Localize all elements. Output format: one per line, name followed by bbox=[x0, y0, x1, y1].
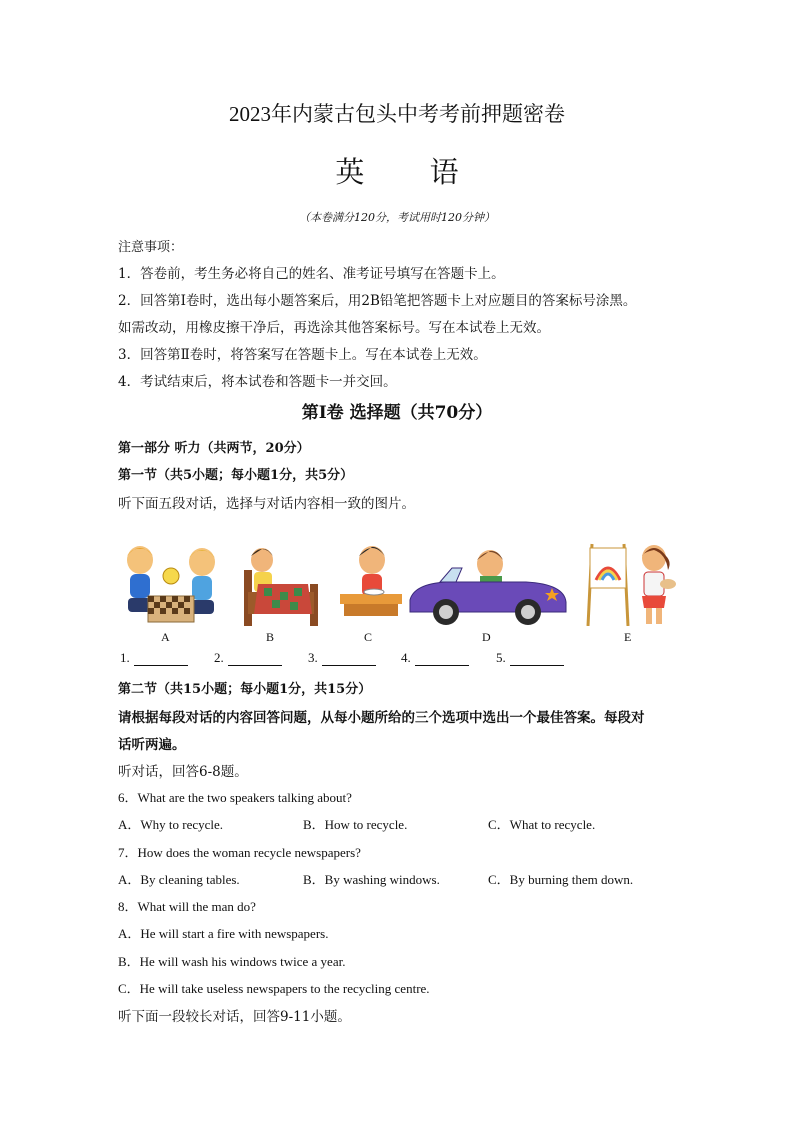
q8-option-a[interactable]: A．He will start a fire with newspapers. bbox=[118, 926, 329, 941]
q7-option-c[interactable]: C．By burning them down. bbox=[488, 872, 634, 887]
notice-item-1: 1．答卷前，考生务必将自己的姓名、准考证号填写在答题卡上。 bbox=[118, 266, 505, 282]
answer-blank-2[interactable]: 2. bbox=[214, 650, 282, 666]
notice-heading: 注意事项： bbox=[118, 240, 184, 255]
boy-in-bed-icon bbox=[238, 540, 322, 626]
q7-option-b[interactable]: B．By washing windows. bbox=[303, 872, 440, 887]
kids-playing-checkers-icon bbox=[118, 540, 224, 626]
sec2-instruction-2: 话听两遍。 bbox=[118, 737, 186, 753]
sec2-heading: 第二节（共15小题；每小题1分，共15分） bbox=[118, 682, 372, 697]
picture-label-e: E bbox=[624, 630, 632, 644]
girl-painting-icon bbox=[584, 540, 676, 626]
subject-title: 英 语 bbox=[335, 155, 487, 189]
answer-blank-3[interactable]: 3. bbox=[308, 650, 376, 666]
boy-eating-icon bbox=[336, 540, 406, 626]
notice-item-3: 3．回答第Ⅱ卷时，将答案写在答题卡上。写在本试卷上无效。 bbox=[118, 347, 487, 363]
answer-blank-1[interactable]: 1. bbox=[120, 650, 188, 666]
answer-blank-4[interactable]: 4. bbox=[401, 650, 469, 666]
q8-option-c[interactable]: C．He will take useless newspapers to the recycling centre. bbox=[118, 981, 430, 996]
exam-title: 2023年内蒙古包头中考考前押题密卷 bbox=[229, 102, 565, 126]
sec1-heading: 第一节（共5小题；每小题1分，共5分） bbox=[118, 468, 354, 483]
purple-car-icon bbox=[406, 540, 570, 626]
answer-blank-5[interactable]: 5. bbox=[496, 650, 564, 666]
question-8: 8．What will the man do? bbox=[118, 899, 256, 914]
notice-item-2: 2．回答第Ⅰ卷时，选出每小题答案后，用2B铅笔把答题卡上对应题目的答案标号涂黑。 bbox=[118, 293, 637, 309]
picture-label-d: D bbox=[482, 630, 491, 644]
q8-option-b[interactable]: B．He will wash his windows twice a year. bbox=[118, 954, 346, 969]
question-7: 7．How does the woman recycle newspapers? bbox=[118, 845, 361, 860]
notice-item-4: 4．考试结束后，将本试卷和答题卡一并交回。 bbox=[118, 374, 397, 390]
q7-option-a[interactable]: A．By cleaning tables. bbox=[118, 872, 240, 887]
notice-item-2-cont: 如需改动，用橡皮擦干净后，再选涂其他答案标号。写在本试卷上无效。 bbox=[118, 320, 550, 336]
dialog-1-instruction: 听对话，回答6-8题。 bbox=[118, 764, 248, 780]
exam-info: （本卷满分120分，考试用时120分钟） bbox=[299, 211, 495, 224]
part1-heading: 第一部分 听力（共两节，20分） bbox=[118, 441, 310, 456]
q6-option-a[interactable]: A．Why to recycle. bbox=[118, 817, 224, 832]
dialog-2-instruction: 听下面一段较长对话，回答9-11小题。 bbox=[118, 1009, 351, 1025]
picture-label-c: C bbox=[364, 630, 373, 644]
q6-option-c[interactable]: C．What to recycle. bbox=[488, 817, 596, 832]
sec2-instruction-1: 请根据每段对话的内容回答问题，从每小题所给的三个选项中选出一个最佳答案。每段对 bbox=[118, 710, 645, 726]
sec1-instruction: 听下面五段对话，选择与对话内容相一致的图片。 bbox=[118, 496, 415, 512]
picture-label-b: B bbox=[266, 630, 275, 644]
question-6: 6．What are the two speakers talking about? bbox=[118, 790, 352, 805]
section-heading: 第Ⅰ卷 选择题（共70分） bbox=[301, 403, 493, 423]
picture-label-a: A bbox=[161, 630, 170, 644]
q6-option-b[interactable]: B．How to recycle. bbox=[303, 817, 408, 832]
